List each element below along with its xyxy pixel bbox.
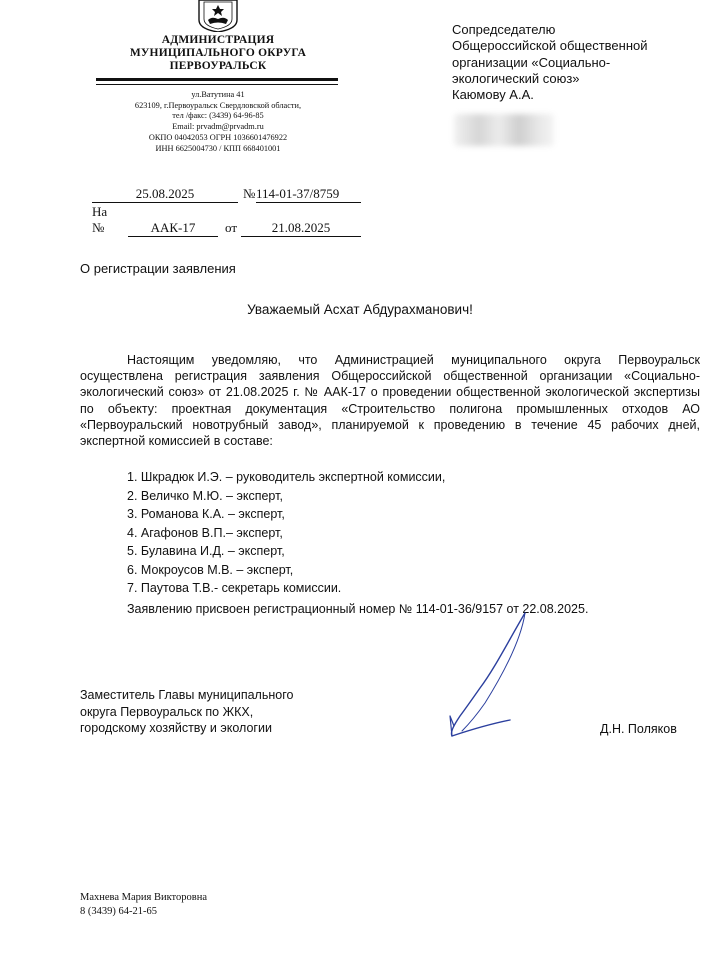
organization-name: [96, 34, 340, 73]
email: Email: prvadm@prvadm.ru: [172, 122, 264, 132]
incoming-date: 21.08.2025: [241, 220, 361, 237]
addressee-line1: Сопредседателю: [452, 22, 556, 37]
registration-number-line: Заявлению присвоен регистрационный номер № 114-01-36/9157 от 22.08.2025.: [127, 602, 589, 616]
commission-member: 2. Величко М.Ю. – эксперт,: [127, 488, 283, 503]
coat-of-arms-icon: [196, 0, 240, 32]
org-name-line3: ПЕРВОУРАЛЬСК: [169, 60, 267, 72]
from-label: от: [225, 220, 238, 235]
outgoing-number-sign: №: [243, 186, 256, 201]
addressee-line2: Общероссийской общественной: [452, 38, 648, 54]
commission-member: 7. Паутова Т.В.- секретарь комиссии.: [127, 581, 342, 595]
outgoing-date: 25.08.2025: [92, 186, 238, 203]
incoming-number-sign: №: [92, 220, 105, 235]
org-name-line1: АДМИНИСТРАЦИЯ: [161, 34, 275, 46]
salutation: Уважаемый Асхат Абдурахманович!: [247, 302, 473, 317]
address-line2: 623109, г.Первоуральск Свердловской области,: [134, 100, 302, 110]
address-line1: ул.Ватутина 41: [191, 90, 245, 99]
signatory-title-line2: округа Первоуральск по ЖКХ,: [80, 704, 254, 719]
commission-member: 3. Романова К.А. – эксперт,: [127, 507, 285, 521]
addressee-line5: Каюмову А.А.: [452, 87, 534, 103]
executor-block: [80, 891, 207, 919]
letterhead-divider-thick: [96, 78, 338, 81]
handwritten-signature: [440, 608, 540, 743]
body-paragraph: Настоящим уведомляю, что Администрацией муниципального округа Первоуральск осуществлена регистрация заявления Общероссийской общественной организации «Социально-экологический союз» от 21.08.2025 г. № ААК-17 о проведении общественной экологической экспертизы по объекту: проектная документация «Строительство полигона промышленных отходов АО «Первоуральский новотрубный завод», планируемой к проведению в течение 45 рабочих дней, экспертной комиссией в составе:: [80, 353, 700, 449]
on-label: На: [92, 204, 108, 219]
registry-codes-2: ИНН 6625004730 / КПП 668401001: [155, 143, 281, 153]
addressee-line3: организации «Социально-: [452, 54, 611, 70]
phone-fax: тел /факс: (3439) 64-96-85: [172, 111, 264, 121]
executor-phone: 8 (3439) 64-21-65: [80, 906, 157, 917]
commission-member: 4. Агафонов В.П.– эксперт,: [127, 525, 283, 540]
commission-member: 1. Шкрадюк И.Э. – руководитель экспертной комиссии,: [127, 470, 446, 484]
signatory-title-line3: городскому хозяйству и экологии: [80, 721, 272, 735]
incoming-number: ААК-17: [128, 220, 218, 237]
commission-list: [127, 468, 687, 598]
addressee-block: [452, 22, 720, 103]
signatory-title-line1: Заместитель Главы муниципального: [80, 688, 294, 702]
signatory-title: [80, 687, 360, 737]
letterhead-divider-thin: [96, 84, 338, 85]
outgoing-number: 114-01-37/8759: [256, 186, 361, 203]
executor-name: Махнева Мария Викторовна: [80, 892, 207, 903]
commission-member: 5. Булавина И.Д. – эксперт,: [127, 544, 285, 558]
commission-member: 6. Мокроусов М.В. – эксперт,: [127, 562, 294, 577]
org-name-line2: МУНИЦИПАЛЬНОГО ОКРУГА: [129, 47, 307, 59]
signatory-name: Д.Н. Поляков: [600, 722, 677, 736]
registry-codes-1: ОКПО 04042053 ОГРН 1036601476922: [148, 132, 288, 142]
redacted-area: [454, 114, 554, 146]
subject-line: О регистрации заявления: [80, 261, 236, 276]
organization-contacts: [96, 90, 340, 154]
addressee-line4: экологический союз»: [452, 70, 580, 86]
